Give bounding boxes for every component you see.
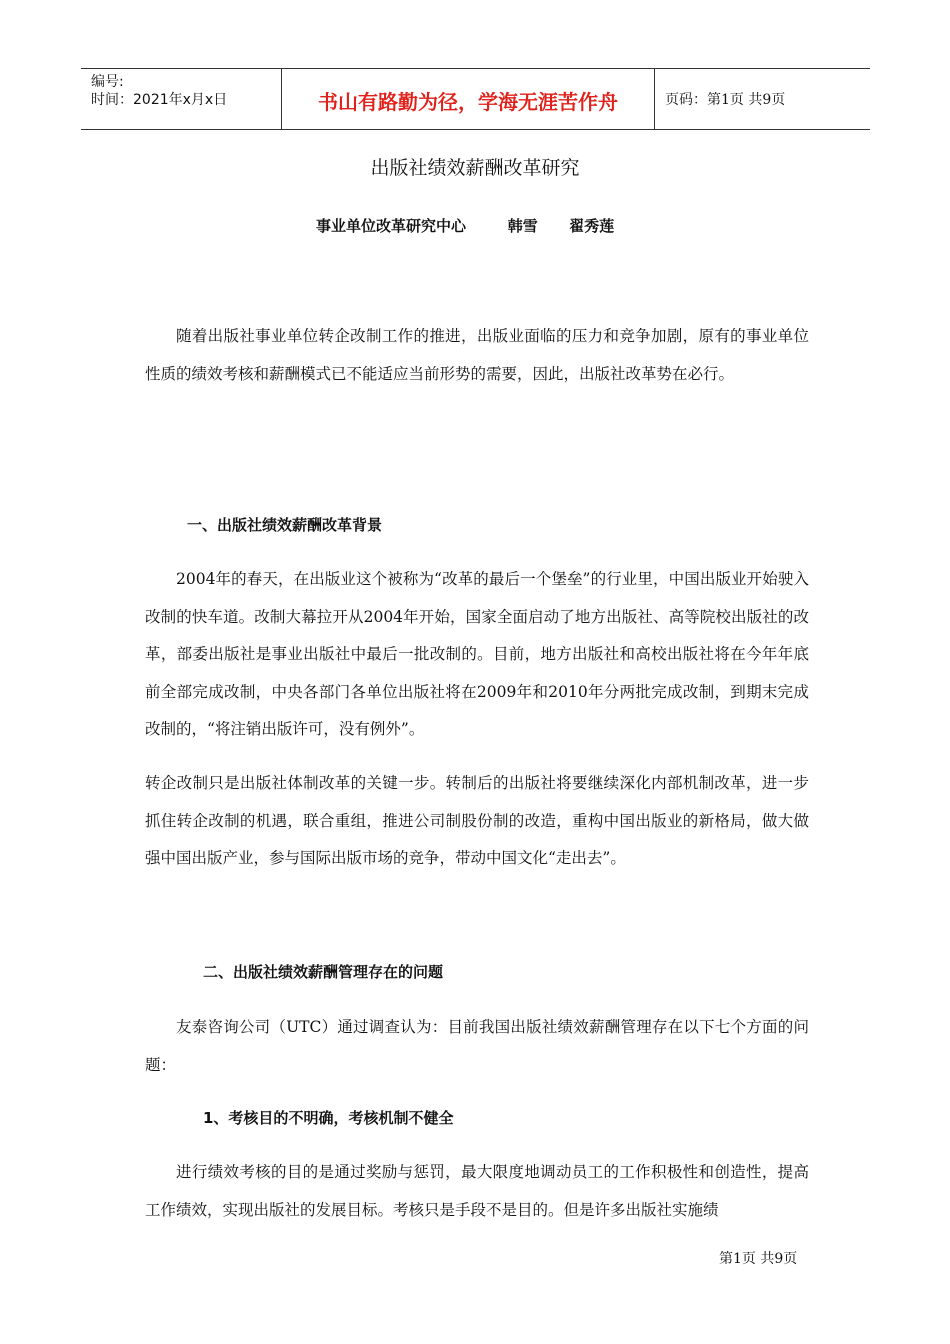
authors-line: 事业单位改革研究中心 韩雪 翟秀莲 [316,217,615,235]
document-number-label: 编号: [91,74,124,90]
date-label: 时间：2021年x月x日 [91,92,228,108]
section-heading: 二、出版社绩效薪酬管理存在的问题 [203,963,444,981]
paragraph: 转企改制只是出版社体制改革的关键一步。转制后的出版社将要继续深化内部机制改革，进一步抓住转企改制的机遇，联合重组，推进公司制股份制的改造，重构中国出版业的新格局，做大做强中国出版产业，参与国际出版市场的竞争，带动中国文化“走出去”。 [145,774,809,867]
subsection-heading: 1、考核目的不明确，考核机制不健全 [203,1109,454,1127]
section-heading: 一、出版社绩效薪酬改革背景 [187,516,383,534]
header-info-cell [81,69,281,129]
document-title: 出版社绩效薪酬改革研究 [370,157,580,179]
footer-page-number: 第1页 共9页 [719,1251,798,1267]
header-page-number: 页码：第1页 共9页 [665,92,786,108]
intro-paragraph: 随着出版社事业单位转企改制工作的推进，出版业面临的压力和竞争加剧，原有的事业单位性质的绩效考核和薪酬模式已不能适应当前形势的需要，因此，出版社改革势在必行。 [145,327,809,383]
paragraph: 友泰咨询公司（UTC）通过调查认为：目前我国出版社绩效薪酬管理存在以下七个方面的问题： [145,1018,809,1074]
header-page-cell [655,69,870,129]
paragraph: 进行绩效考核的目的是通过奖励与惩罚，最大限度地调动员工的工作积极性和创造性，提高工作绩效，实现出版社的发展目标。考核只是手段不是目的。但是许多出版社实施绩 [145,1163,809,1219]
header-table [81,68,870,130]
header-motto-cell [281,69,655,129]
paragraph: 2004年的春天，在出版业这个被称为“改革的最后一个堡垒”的行业里，中国出版业开始驶入改制的快车道。改制大幕拉开从2004年开始，国家全面启动了地方出版社、高等院校出版社的改革，部委出版社是事业出版社中最后一批改制的。目前，地方出版社和高校出版社将在今年年底前全部完成改制，中央各部门各单位出版社将在2009年和2010年分两批完成改制，到期末完成改制的，“将注销出版许可，没有例外”。 [145,570,809,738]
motto-text: 书山有路勤为径，学海无涯苦作舟 [318,90,618,114]
